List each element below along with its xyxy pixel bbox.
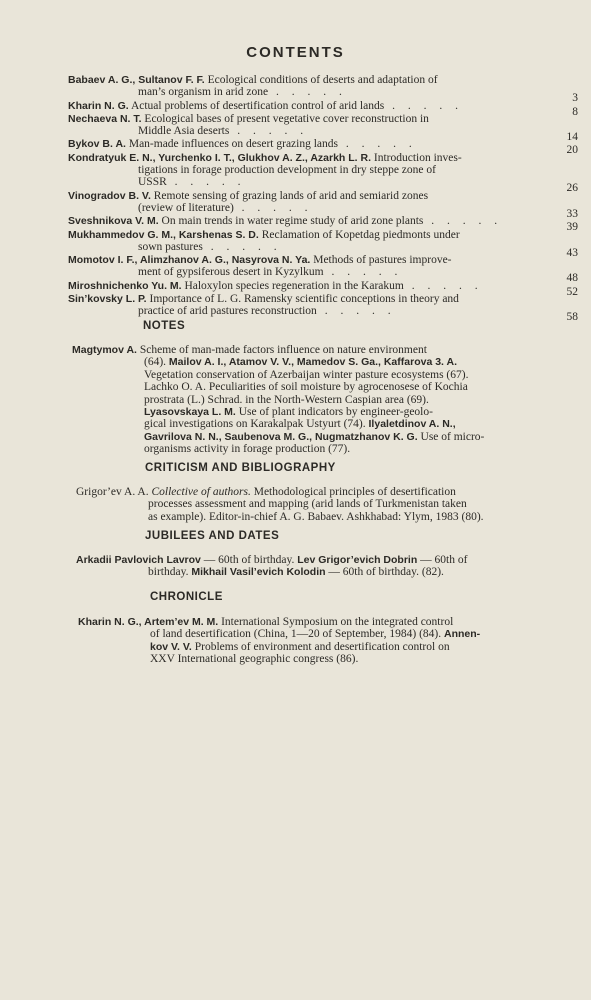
- contents-entry: [68, 228, 578, 259]
- author-name: kov V. V.: [150, 640, 192, 653]
- entry-authors: Kondratyuk E. N., Yurchenko I. T., Glukhov A. Z., Azarkh L. R.: [68, 151, 371, 164]
- contents-entry: [68, 151, 578, 195]
- entry-title-text: Actual problems of desertification control of arid lands: [130, 99, 385, 112]
- jubilees-heading: JUBILEES AND DATES: [145, 530, 280, 542]
- entry-line: [68, 293, 578, 305]
- leader-dots: . . . . .: [423, 215, 503, 228]
- entry-title-text: (review of literature): [138, 201, 234, 214]
- author-name: Ilyaletdinov A. N.,: [368, 418, 456, 431]
- person-name: Mikhail Vasil’evich Kolodin: [191, 566, 326, 579]
- page-number: 48: [566, 272, 578, 285]
- entry-line: [68, 305, 578, 317]
- entry-title-text: Haloxylon species regeneration in the Karakum: [184, 279, 404, 292]
- entry-title-text: On main trends in water regime study of arid zone plants: [161, 215, 424, 228]
- page-number: 14: [566, 131, 578, 144]
- chronicle-section: [78, 616, 578, 666]
- person-name: Lev Grigor’evich Dobrin: [297, 554, 418, 566]
- leader-dots: . . . . .: [229, 125, 309, 138]
- criticism-section: [76, 486, 578, 523]
- page-number: 43: [566, 246, 578, 259]
- chronicle-line: [78, 616, 578, 628]
- contents-entry: [68, 99, 578, 118]
- page-number: 3: [572, 92, 578, 105]
- chronicle-text: International Symposium on the integrated control: [221, 616, 454, 628]
- criticism-line: [76, 486, 578, 498]
- entry-title-text: Importance of L. G. Ramensky scientific conceptions in theory and: [149, 293, 459, 306]
- entry-line: [68, 74, 578, 86]
- entry-line: [68, 113, 578, 125]
- notes-line: organisms activity in forage production (77).: [144, 443, 351, 456]
- entry-title-text: tigations in forage production development in dry steppe zone of: [138, 164, 436, 177]
- leader-dots: . . . . .: [323, 266, 403, 279]
- entry-line: [68, 280, 578, 292]
- entry-authors: Momotov I. F., Alimzhanov A. G., Nasyrova N. Ya.: [68, 254, 311, 267]
- entry-title-text: practice of arid pastures reconstruction: [138, 305, 317, 318]
- entry-title-text: Ecological conditions of deserts and adaptation of: [207, 74, 438, 86]
- jubilees-line: [76, 566, 578, 578]
- note-text: Use of plant indicators by engineer-geolo-: [238, 406, 433, 419]
- entry-authors: Mukhammedov G. M., Karshenas S. D.: [68, 228, 259, 241]
- entry-line: [68, 86, 578, 98]
- entry-authors: Babaev A. G., Sultanov F. F.: [68, 74, 205, 86]
- entry-line: [68, 241, 578, 253]
- entry-line: [68, 100, 578, 112]
- notes-line: Vegetation conservation of Azerbaijan winter pasture ecosystems (67).: [144, 368, 469, 381]
- chronicle-text: of land desertification (China, 1—20 of September, 1984) (84).: [150, 628, 442, 641]
- entry-title-text: Introduction inves-: [373, 151, 462, 164]
- chronicle-line: XXV International geographic congress (86).: [150, 653, 359, 666]
- contents-entry: [68, 254, 578, 285]
- entry-authors: Sin’kovsky L. P.: [68, 293, 147, 306]
- jubilee-text: birthday.: [148, 566, 189, 579]
- notes-line: [72, 406, 578, 418]
- criticism-text: Methodological principles of desertification: [253, 486, 456, 498]
- notes-line: [72, 431, 578, 443]
- page-number: 8: [572, 105, 578, 118]
- contents-entry: [68, 74, 578, 105]
- chronicle-line: [78, 628, 578, 640]
- leader-dots: . . . . .: [338, 138, 417, 151]
- entry-line: [68, 190, 578, 202]
- entry-title-text: Middle Asia deserts: [138, 125, 230, 138]
- entry-line: [68, 164, 578, 176]
- jubilee-text: — 60th of birthday.: [203, 554, 295, 566]
- contents-entry: [68, 279, 578, 298]
- author-name: Grigor’ev A. A.: [76, 486, 149, 498]
- criticism-line: processes assessment and mapping (arid lands of Turkmenistan taken: [148, 498, 467, 511]
- note-text: Scheme of man-made factors influence on nature environment: [139, 344, 427, 356]
- contents-heading: CONTENTS: [246, 44, 345, 61]
- leader-dots: . . . . .: [384, 99, 463, 112]
- entry-title-text: Reclamation of Kopetdag piedmonts under: [261, 228, 460, 241]
- leader-dots: . . . . .: [316, 305, 396, 318]
- page-number: 52: [566, 285, 578, 298]
- page-number: 58: [566, 311, 578, 324]
- author-name: Gavrilova N. N., Saubenova M. G., Nugmatzhanov K. G.: [144, 430, 418, 443]
- chronicle-heading: CHRONICLE: [150, 591, 223, 603]
- criticism-line: as example). Editor-in-chief A. G. Babaev. Ashkhabad: Ylym, 1983 (80).: [148, 510, 484, 523]
- entry-title-text: Man-made influences on desert grazing lands: [128, 138, 339, 151]
- chronicle-line: [78, 641, 578, 653]
- notes-line: [72, 418, 578, 430]
- author-name: Lyasovskaya L. M.: [144, 406, 236, 419]
- entry-authors: Vinogradov B. V.: [68, 189, 151, 202]
- contents-list: [68, 74, 578, 324]
- entry-line: [68, 229, 578, 241]
- page-number: 33: [566, 207, 578, 220]
- person-name: Arkadii Pavlovich Lavrov: [76, 554, 201, 566]
- page-number: 26: [566, 182, 578, 195]
- page-number: 39: [566, 221, 578, 234]
- italic-title: Collective of authors.: [151, 486, 251, 498]
- leader-dots: . . . . .: [202, 240, 282, 253]
- entry-authors: Nechaeva N. T.: [68, 112, 142, 125]
- entry-title-text: ment of gypsiferous desert in Kyzylkum: [138, 266, 324, 279]
- contents-entry: [68, 189, 578, 220]
- entry-title-text: USSR: [138, 176, 167, 189]
- leader-dots: . . . . .: [233, 201, 313, 214]
- jubilees-section: [76, 554, 578, 579]
- notes-line: prostrata (L.) Schrad. in the North-Western Caspian area (69).: [144, 393, 429, 406]
- notes-line: Lachko O. A. Peculiarities of soil moisture by agrocenosese of Kochia: [144, 381, 468, 394]
- notes-line: [72, 356, 578, 368]
- entry-line: [68, 266, 578, 278]
- entry-authors: Miroshnichenko Yu. M.: [68, 279, 182, 292]
- author-name: Magtymov A.: [72, 344, 137, 356]
- jubilees-line: [76, 554, 578, 566]
- contents-entry: [68, 138, 578, 157]
- page-number: 20: [566, 144, 578, 157]
- leader-dots: . . . . .: [403, 279, 483, 292]
- entry-title-text: man’s organism in arid zone: [138, 86, 269, 99]
- entry-line: [68, 152, 578, 164]
- notes-section: [72, 344, 578, 456]
- note-text: Use of micro-: [420, 430, 485, 443]
- entry-title-text: Methods of pastures improve-: [313, 254, 452, 267]
- entry-authors: Bykov B. A.: [68, 138, 126, 151]
- note-text: (64).: [144, 356, 167, 369]
- entry-title-text: Ecological bases of present vegetative cover reconstruction in: [144, 112, 429, 125]
- entry-line: [68, 138, 578, 150]
- notes-heading: NOTES: [143, 320, 186, 332]
- entry-authors: Kharin N. G.: [68, 99, 129, 112]
- entry-line: [68, 125, 578, 137]
- entry-authors: Sveshnikova V. M.: [68, 215, 159, 228]
- jubilee-text: — 60th of birthday. (82).: [328, 566, 444, 579]
- contents-entry: [68, 293, 578, 324]
- leader-dots: . . . . .: [166, 176, 246, 189]
- entry-line: [68, 176, 578, 188]
- entry-line: [68, 254, 578, 266]
- entry-title-text: Remote sensing of grazing lands of arid and semiarid zones: [153, 189, 429, 202]
- note-text: gical investigations on Karakalpak Ustyurt (74).: [144, 418, 366, 431]
- author-name: Kharin N. G., Artem’ev M. M.: [78, 616, 219, 628]
- author-name: Mailov A. I., Atamov V. V., Mamedov S. Ga., Kaffarova 3. A.: [168, 356, 457, 369]
- chronicle-text: Problems of environment and desertification control on: [194, 640, 450, 653]
- entry-line: [68, 215, 578, 227]
- entry-title-text: sown pastures: [138, 240, 203, 253]
- author-name: Annen-: [444, 628, 481, 641]
- entry-line: [68, 202, 578, 214]
- contents-entry: [68, 112, 578, 144]
- leader-dots: . . . . .: [268, 86, 347, 99]
- jubilee-text: — 60th of: [420, 554, 468, 566]
- contents-entry: [68, 215, 578, 234]
- criticism-heading: CRITICISM AND BIBLIOGRAPHY: [145, 462, 336, 474]
- notes-line: [72, 344, 578, 356]
